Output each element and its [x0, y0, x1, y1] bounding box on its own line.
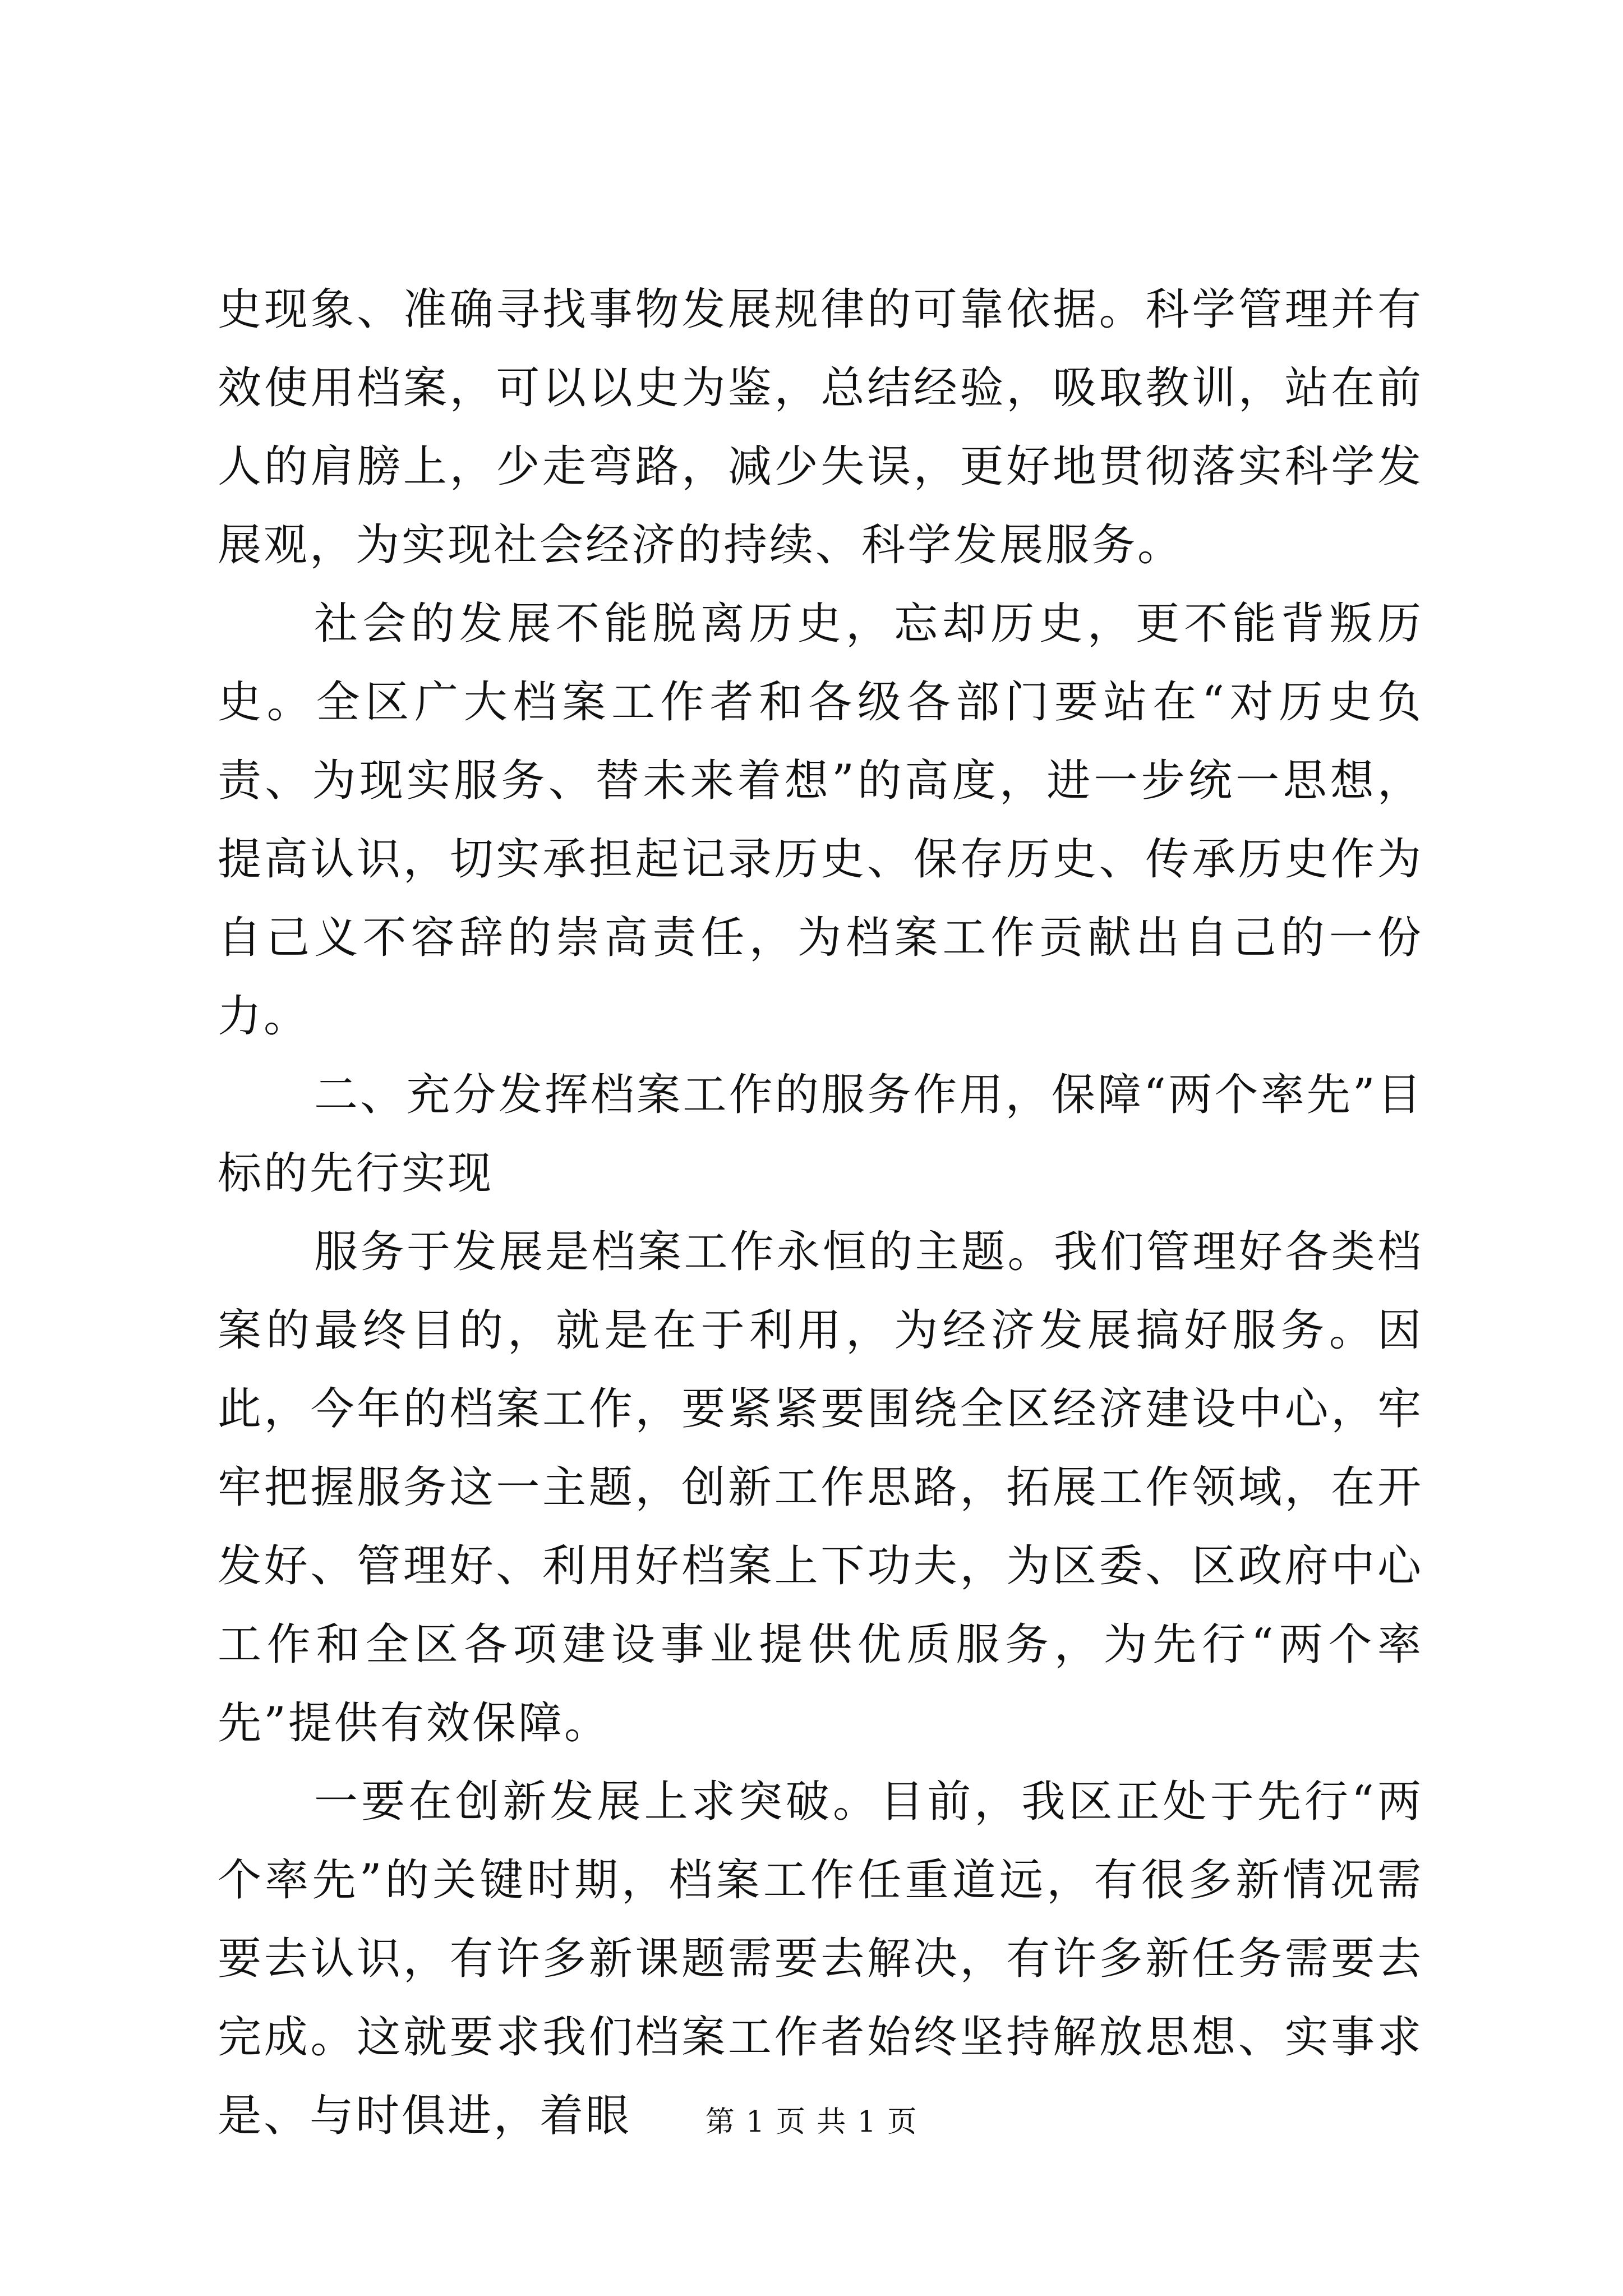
- paragraph-continuation: 史现象、准确寻找事物发展规律的可靠依据。科学管理并有效使用档案，可以以史为鉴，总结经验，吸取教训，站在前人的肩膀上，少走弯路，减少失误，更好地贯彻落实科学发展观，为实现社会经济的持续、科学发展服务。: [218, 284, 1423, 570]
- page-number-footer: 第 1 页 共 1 页: [705, 2105, 918, 2139]
- paragraph: 服务于发展是档案工作永恒的主题。我们管理好各类档案的最终目的，就是在于利用，为经济发展搞好服务。因此，今年的档案工作，要紧紧要围绕全区经济建设中心，牢牢把握服务这一主题，创新工作思路，拓展工作领域，在开发好、管理好、利用好档案上下功夫，为区委、区政府中心工作和全区各项建设事业提供优质服务，为先行“两个率先”提供有效保障。: [218, 1227, 1423, 1749]
- paragraph: 一要在创新发展上求突破。目前，我区正处于先行“两个率先”的关键时期，档案工作任重道远，有很多新情况需要去认识，有许多新课题需要去解决，有许多新任务需要去完成。这就要求我们档案工作者始终坚持解放思想、实事求是、与时俱进，着眼: [218, 1777, 1423, 2141]
- document-body: [218, 270, 1423, 2155]
- section-heading: 二、充分发挥档案工作的服务作用，保障“两个率先”目标的先行实现: [218, 1070, 1423, 1199]
- paragraph: 社会的发展不能脱离历史，忘却历史，更不能背叛历史。全区广大档案工作者和各级各部门要站在“对历史负责、为现实服务、替未来着想”的高度，进一步统一思想，提高认识，切实承担起记录历史、保存历史、传承历史作为自己义不容辞的崇高责任，为档案工作贡献出自己的一份力。: [218, 599, 1423, 1042]
